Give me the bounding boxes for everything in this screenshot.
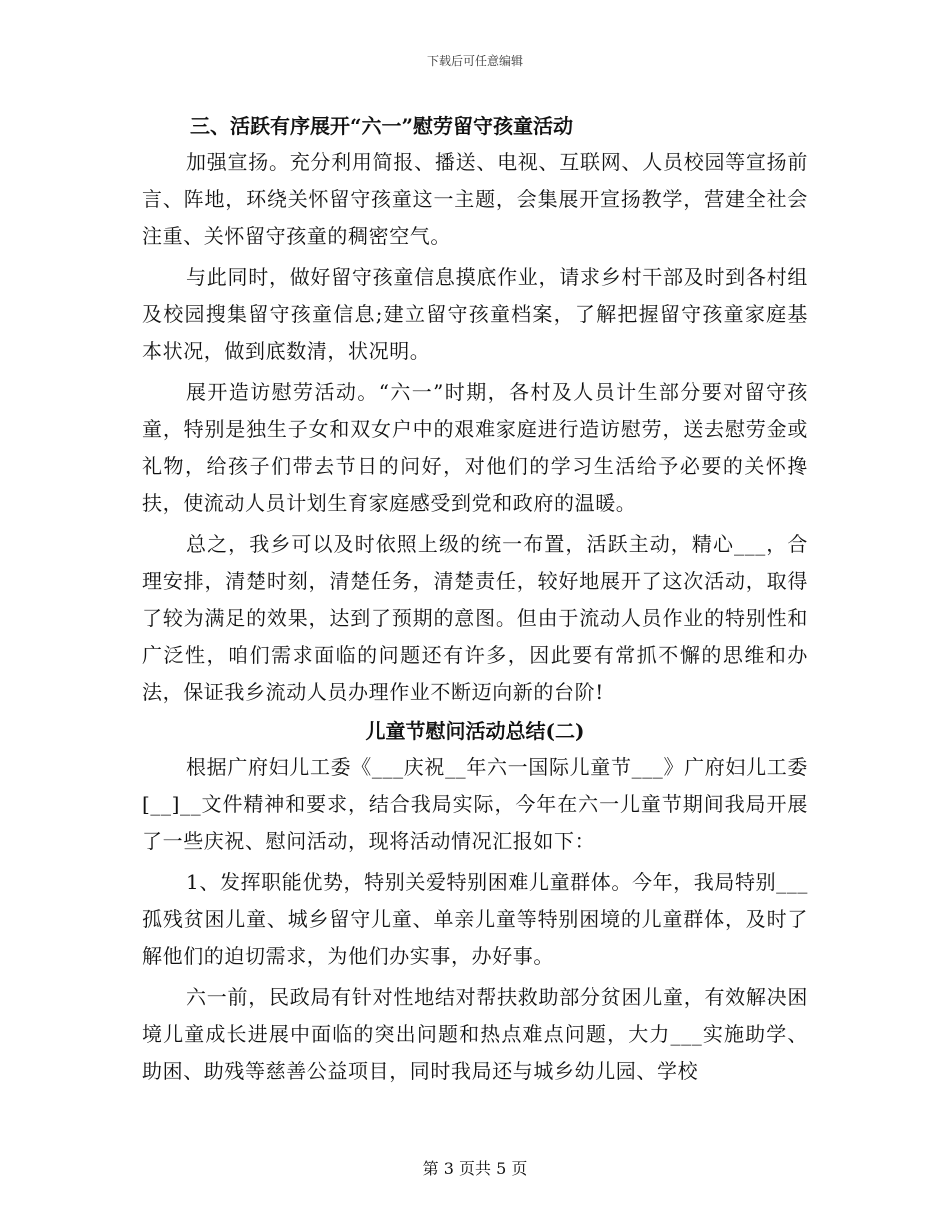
paragraph: 六一前，民政局有针对性地结对帮扶救助部分贫困儿童，有效解决困境儿童成长进展中面临的突出问题和热点难点问题，大力___实施助学、助困、助残等慈善公益项目，同时我局还与城乡幼儿园、学校 xyxy=(142,985,808,1083)
section-heading-2: 儿童节慰问活动总结(二) xyxy=(365,719,585,743)
document-body xyxy=(142,108,808,1090)
page-number: 第 3 页共 5 页 xyxy=(422,1159,528,1178)
paragraph: 总之，我乡可以及时依照上级的统一布置，活跃主动，精心___，合理安排，清楚时刻，清楚任务，清楚责任，较好地展开了这次活动，取得了较为满足的效果，达到了预期的意图。但由于流动人员作业的特别性和广泛性，咱们需求面临的问题还有许多，因此要有常抓不懈的思维和办法，保证我乡流动人员办理作业不断迈向新的台阶! xyxy=(142,532,808,704)
paragraph: 1、发挥职能优势，特别关爱特别困难儿童群体。今年，我局特别___孤残贫困儿童、城乡留守儿童、单亲儿童等特别困境的儿童群体，及时了解他们的迫切需求，为他们办实事，办好事。 xyxy=(142,870,808,968)
paragraph: 展开造访慰劳活动。“六一”时期，各村及人员计生部分要对留守孩童，特别是独生子女和双女户中的艰难家庭进行造访慰劳，送去慰劳金或礼物，给孩子们带去节日的问好，对他们的学习生活给予必要的关怀搀扶，使流动人员计划生育家庭感受到党和政府的温暖。 xyxy=(142,380,808,515)
paragraph: 加强宣扬。充分利用简报、播送、电视、互联网、人员校园等宣扬前言、阵地，环绕关怀留守孩童这一主题，会集展开宣扬教学，营建全社会注重、关怀留守孩童的稠密空气。 xyxy=(142,150,808,248)
paragraph: 根据广府妇儿工委《___庆祝__年六一国际儿童节___》广府妇儿工委[__]__文件精神和要求，结合我局实际，今年在六一儿童节期间我局开展了一些庆祝、慰问活动，现将活动情况汇报如下： xyxy=(142,755,808,853)
page-header-note: 下载后可任意编辑 xyxy=(426,54,523,68)
paragraph: 与此同时，做好留守孩童信息摸底作业，请求乡村干部及时到各村组及校园搜集留守孩童信息;建立留守孩童档案，了解把握留守孩童家庭基本状况，做到底数清，状况明。 xyxy=(142,265,808,363)
section-heading-1: 三、活跃有序展开“六一”慰劳留守孩童活动 xyxy=(190,114,574,138)
